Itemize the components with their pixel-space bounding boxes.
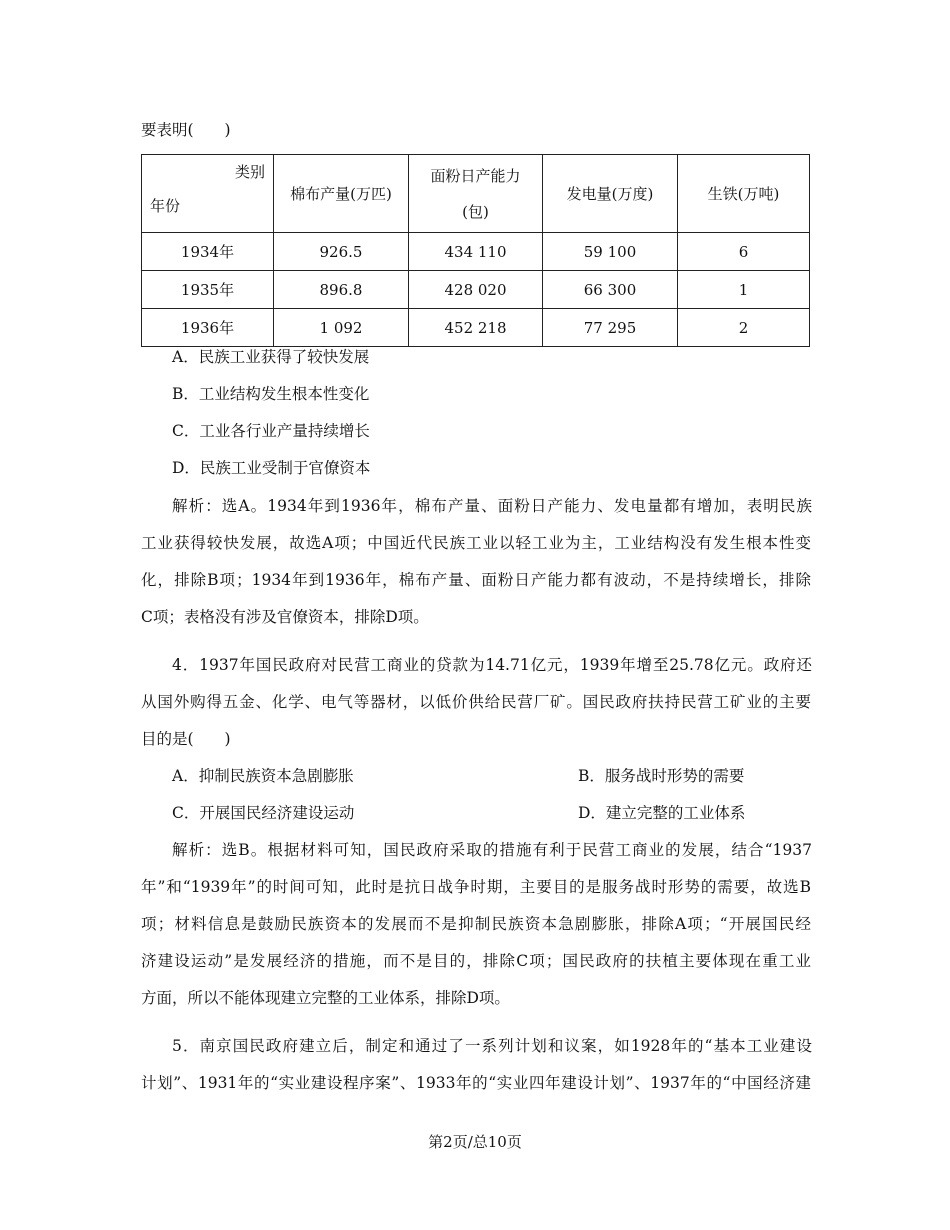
q4-option-c: C．开展国民经济建设运动 [172,804,355,822]
header-iron: 生铁(万吨) [678,155,810,233]
header-cotton: 棉布产量(万匹) [274,155,409,233]
q5-stem-line: 计划”、1931年的“实业建设程序案”、1933年的“实业四年建设计划”、1937年的“中国经济建 [141,1074,811,1092]
table-cell: 1936年 [142,309,274,347]
q4-option-d: D．建立完整的工业体系 [578,804,746,822]
q3-analysis-line: C项；表格没有涉及官僚资本，排除D项。 [141,608,429,626]
q3-analysis-line: 工业获得较快发展，故选A项；中国近代民族工业以轻工业为主，工业结构没有发生根本性变 [141,534,811,552]
q3-option-a: A．民族工业获得了较快发展 [172,348,370,366]
page-footer: 第2页/总10页 [428,1133,522,1151]
q4-stem-line: 从国外购得五金、化学、电气等器材，以低价供给民营厂矿。国民政府扶持民营工矿业的主要 [141,693,811,711]
header-flour [409,155,543,233]
table-cell: 59 100 [543,233,678,271]
table-header-row [142,155,810,233]
table-cell: 896.8 [274,271,409,309]
table-row [142,271,810,309]
q4-analysis-line: 项；材料信息是鼓励民族资本的发展而不是抑制民族资本急剧膨胀，排除A项；“开展国民经 [141,915,811,933]
header-flour-line1: 面粉日产能力 [430,166,521,185]
table-cell: 1 092 [274,309,409,347]
q3-option-b: B．工业结构发生根本性变化 [172,385,370,403]
q4-analysis-line: 解析：选B。根据材料可知，国民政府采取的措施有利于民营工商业的发展，结合“1937 [172,841,812,859]
q3-analysis-line: 化，排除B项；1934年到1936年，棉布产量、面粉日产能力都有波动，不是持续增长，排除 [141,571,811,589]
production-table [141,154,810,347]
q3-stem-tail: 要表明( ) [141,121,231,139]
table-row [142,233,810,271]
table-cell: 2 [678,309,810,347]
table-corner-cell [142,155,274,233]
header-electricity: 发电量(万度) [543,155,678,233]
q4-analysis-line: 年”和“1939年”的时间可知，此时是抗日战争时期，主要目的是服务战时形势的需要，故选B [141,878,811,896]
table-cell: 77 295 [543,309,678,347]
q4-option-a: A．抑制民族资本急剧膨胀 [172,767,354,785]
table-row [142,309,810,347]
q4-stem-line: 目的是( ) [141,730,231,748]
q3-option-d: D．民族工业受制于官僚资本 [172,459,371,477]
header-flour-line2: (包) [462,202,489,221]
table-cell: 1934年 [142,233,274,271]
table-cell: 434 110 [409,233,543,271]
table-cell: 926.5 [274,233,409,271]
table-cell: 452 218 [409,309,543,347]
q4-analysis-line: 方面，所以不能体现建立完整的工业体系，排除D项。 [141,989,510,1007]
table-cell: 66 300 [543,271,678,309]
q3-analysis-line: 解析：选A。1934年到1936年，棉布产量、面粉日产能力、发电量都有增加，表明民族 [172,497,812,515]
corner-label-year: 年份 [150,197,181,215]
q4-stem-line: 4．1937年国民政府对民营工商业的贷款为14.71亿元，1939年增至25.78亿元。政府还 [172,656,812,674]
q5-stem-line: 5．南京国民政府建立后，制定和通过了一系列计划和议案，如1928年的“基本工业建设 [172,1037,812,1055]
table-cell: 428 020 [409,271,543,309]
q3-option-c: C．工业各行业产量持续增长 [172,422,370,440]
q4-option-b: B．服务战时形势的需要 [578,767,745,785]
q4-analysis-line: 济建设运动”是发展经济的措施，而不是目的，排除C项；国民政府的扶植主要体现在重工业 [141,952,811,970]
table-cell: 6 [678,233,810,271]
table-cell: 1 [678,271,810,309]
table-cell: 1935年 [142,271,274,309]
corner-label-category: 类别 [234,163,265,181]
